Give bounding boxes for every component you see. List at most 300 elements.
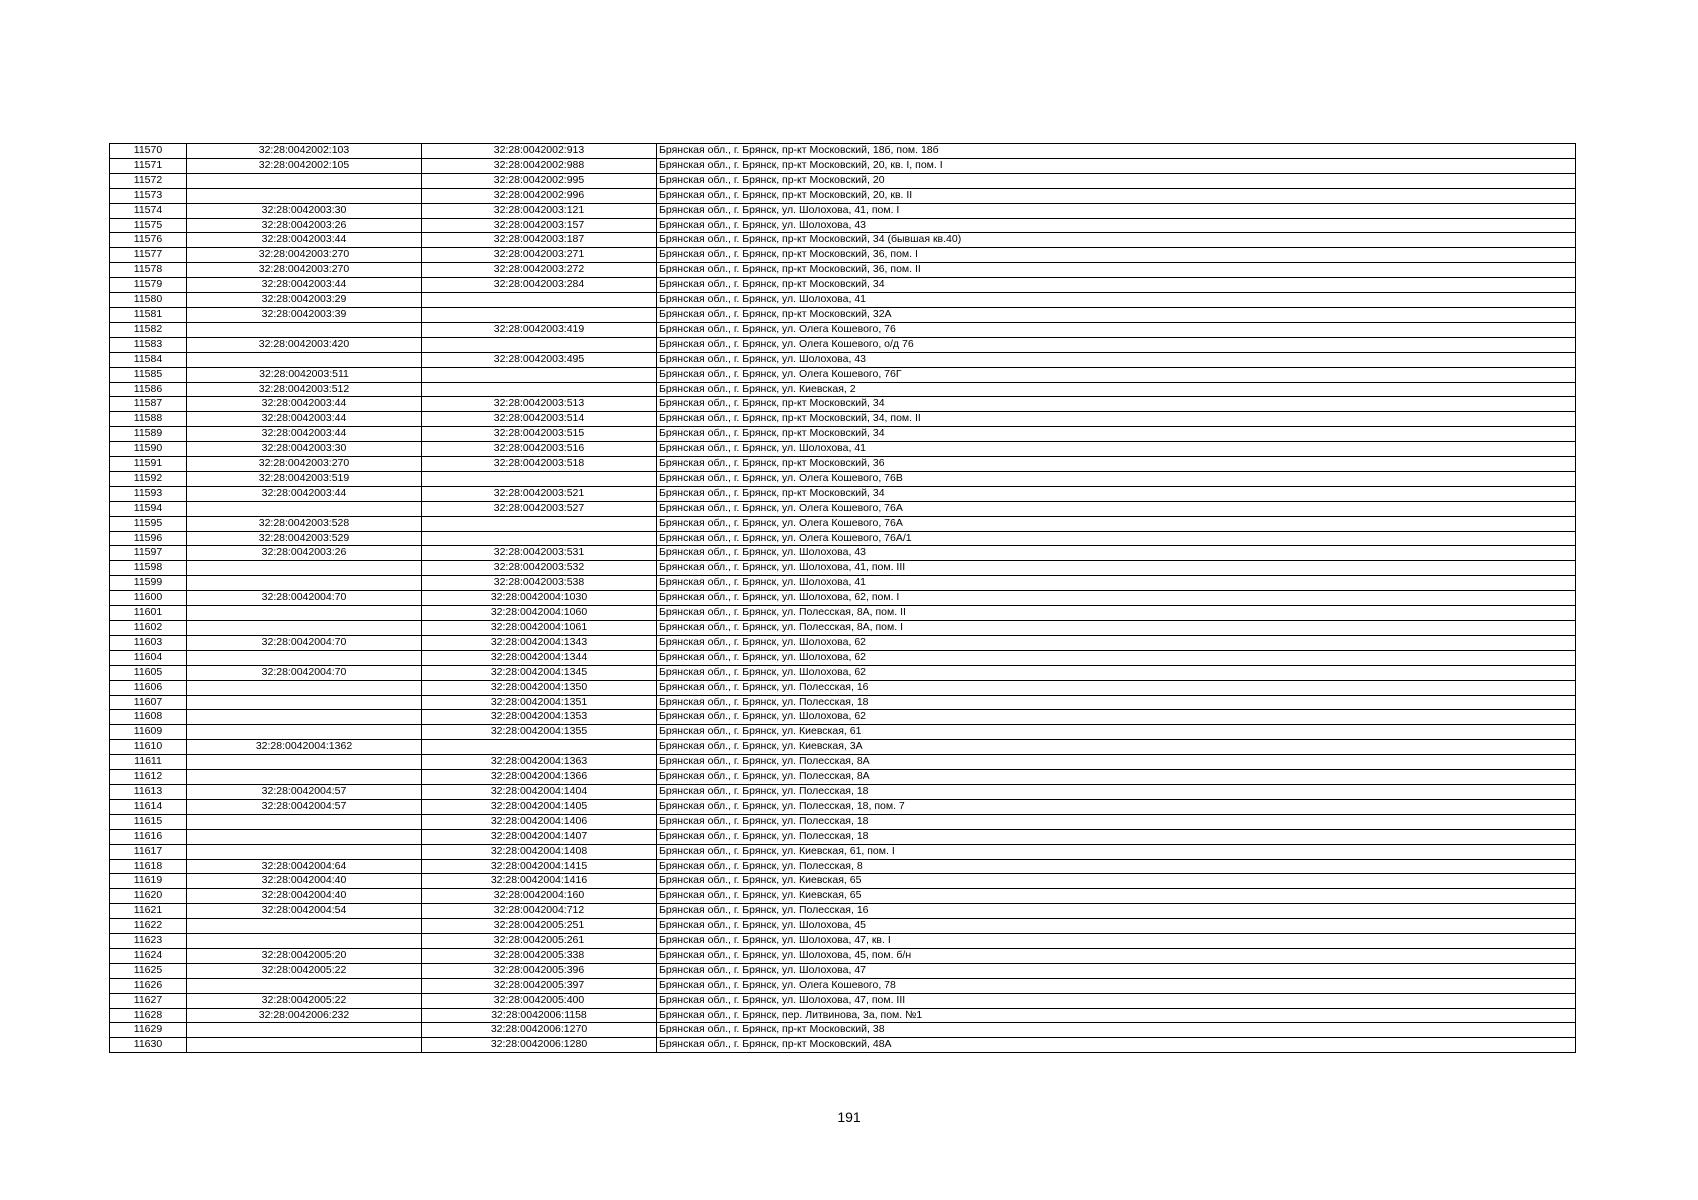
row-number-cell: 11571 xyxy=(110,158,187,173)
parcel-number-cell xyxy=(187,978,422,993)
table-row xyxy=(110,919,1576,934)
object-number-cell: 32:28:0042003:419 xyxy=(422,322,657,337)
row-number-cell: 11605 xyxy=(110,665,187,680)
object-number-cell: 32:28:0042004:1344 xyxy=(422,650,657,665)
object-number-cell: 32:28:0042003:521 xyxy=(422,486,657,501)
table-row xyxy=(110,650,1576,665)
row-number-cell: 11597 xyxy=(110,546,187,561)
object-number-cell: 32:28:0042004:1406 xyxy=(422,814,657,829)
parcel-number-cell: 32:28:0042003:29 xyxy=(187,293,422,308)
row-number-cell: 11584 xyxy=(110,352,187,367)
table-row xyxy=(110,293,1576,308)
parcel-number-cell: 32:28:0042006:232 xyxy=(187,1008,422,1023)
table-body xyxy=(110,144,1576,1053)
object-number-cell: 32:28:0042003:532 xyxy=(422,561,657,576)
table-row xyxy=(110,412,1576,427)
object-number-cell: 32:28:0042004:1355 xyxy=(422,725,657,740)
table-row xyxy=(110,755,1576,770)
row-number-cell: 11608 xyxy=(110,710,187,725)
object-number-cell: 32:28:0042003:187 xyxy=(422,233,657,248)
row-number-cell: 11586 xyxy=(110,382,187,397)
parcel-number-cell: 32:28:0042004:57 xyxy=(187,799,422,814)
parcel-number-cell: 32:28:0042004:70 xyxy=(187,635,422,650)
address-cell: Брянская обл., г. Брянск, ул. Шолохова, 62 xyxy=(657,665,1576,680)
parcel-number-cell: 32:28:0042004:54 xyxy=(187,904,422,919)
table-row xyxy=(110,1008,1576,1023)
parcel-number-cell xyxy=(187,501,422,516)
table-row xyxy=(110,680,1576,695)
address-cell: Брянская обл., г. Брянск, ул. Шолохова, 41, пом. I xyxy=(657,203,1576,218)
address-cell: Брянская обл., г. Брянск, ул. Олега Кошевого, 76А/1 xyxy=(657,531,1576,546)
object-number-cell: 32:28:0042004:1345 xyxy=(422,665,657,680)
row-number-cell: 11613 xyxy=(110,784,187,799)
table-row xyxy=(110,516,1576,531)
row-number-cell: 11623 xyxy=(110,934,187,949)
table-row xyxy=(110,635,1576,650)
parcel-number-cell xyxy=(187,576,422,591)
parcel-number-cell: 32:28:0042003:529 xyxy=(187,531,422,546)
parcel-number-cell: 32:28:0042004:40 xyxy=(187,874,422,889)
table-row xyxy=(110,993,1576,1008)
table-row xyxy=(110,740,1576,755)
table-row xyxy=(110,934,1576,949)
object-number-cell xyxy=(422,293,657,308)
address-cell: Брянская обл., г. Брянск, ул. Шолохова, 41 xyxy=(657,293,1576,308)
row-number-cell: 11589 xyxy=(110,427,187,442)
address-cell: Брянская обл., г. Брянск, ул. Шолохова, 47, кв. I xyxy=(657,934,1576,949)
parcel-number-cell xyxy=(187,695,422,710)
parcel-number-cell: 32:28:0042005:20 xyxy=(187,948,422,963)
table-row xyxy=(110,471,1576,486)
parcel-number-cell: 32:28:0042003:519 xyxy=(187,471,422,486)
table-row xyxy=(110,427,1576,442)
parcel-number-cell xyxy=(187,919,422,934)
object-number-cell: 32:28:0042003:516 xyxy=(422,442,657,457)
address-cell: Брянская обл., г. Брянск, ул. Полесская, 18, пом. 7 xyxy=(657,799,1576,814)
object-number-cell: 32:28:0042003:121 xyxy=(422,203,657,218)
parcel-number-cell: 32:28:0042005:22 xyxy=(187,993,422,1008)
object-number-cell: 32:28:0042003:284 xyxy=(422,278,657,293)
parcel-number-cell: 32:28:0042003:44 xyxy=(187,427,422,442)
row-number-cell: 11629 xyxy=(110,1023,187,1038)
object-number-cell: 32:28:0042004:1408 xyxy=(422,844,657,859)
parcel-number-cell: 32:28:0042003:26 xyxy=(187,218,422,233)
object-number-cell: 32:28:0042006:1158 xyxy=(422,1008,657,1023)
row-number-cell: 11601 xyxy=(110,606,187,621)
table-row xyxy=(110,725,1576,740)
table-row xyxy=(110,158,1576,173)
object-number-cell: 32:28:0042003:272 xyxy=(422,263,657,278)
object-number-cell: 32:28:0042003:538 xyxy=(422,576,657,591)
row-number-cell: 11576 xyxy=(110,233,187,248)
address-cell: Брянская обл., г. Брянск, ул. Шолохова, 62 xyxy=(657,650,1576,665)
parcel-number-cell: 32:28:0042003:528 xyxy=(187,516,422,531)
row-number-cell: 11588 xyxy=(110,412,187,427)
row-number-cell: 11604 xyxy=(110,650,187,665)
parcel-number-cell: 32:28:0042003:512 xyxy=(187,382,422,397)
row-number-cell: 11606 xyxy=(110,680,187,695)
row-number-cell: 11587 xyxy=(110,397,187,412)
address-cell: Брянская обл., г. Брянск, ул. Киевская, 65 xyxy=(657,889,1576,904)
row-number-cell: 11594 xyxy=(110,501,187,516)
address-cell: Брянская обл., г. Брянск, ул. Олега Кошевого, 76В xyxy=(657,471,1576,486)
address-cell: Брянская обл., г. Брянск, пр-кт Московский, 34, пом. II xyxy=(657,412,1576,427)
object-number-cell: 32:28:0042002:996 xyxy=(422,188,657,203)
address-cell: Брянская обл., г. Брянск, ул. Шолохова, 41 xyxy=(657,576,1576,591)
object-number-cell xyxy=(422,740,657,755)
row-number-cell: 11600 xyxy=(110,591,187,606)
address-cell: Брянская обл., г. Брянск, ул. Полесская, 8А xyxy=(657,755,1576,770)
row-number-cell: 11615 xyxy=(110,814,187,829)
parcel-number-cell: 32:28:0042004:1362 xyxy=(187,740,422,755)
object-number-cell: 32:28:0042002:995 xyxy=(422,173,657,188)
address-cell: Брянская обл., г. Брянск, пр-кт Московский, 20, кв. I, пом. I xyxy=(657,158,1576,173)
row-number-cell: 11579 xyxy=(110,278,187,293)
object-number-cell xyxy=(422,471,657,486)
object-number-cell xyxy=(422,382,657,397)
address-cell: Брянская обл., г. Брянск, ул. Киевская, 2 xyxy=(657,382,1576,397)
table-row xyxy=(110,784,1576,799)
row-number-cell: 11609 xyxy=(110,725,187,740)
object-number-cell: 32:28:0042004:1351 xyxy=(422,695,657,710)
address-cell: Брянская обл., г. Брянск, ул. Шолохова, 43 xyxy=(657,352,1576,367)
parcel-number-cell: 32:28:0042003:44 xyxy=(187,412,422,427)
row-number-cell: 11618 xyxy=(110,859,187,874)
parcel-number-cell: 32:28:0042003:420 xyxy=(187,337,422,352)
table-row xyxy=(110,978,1576,993)
row-number-cell: 11577 xyxy=(110,248,187,263)
table-row xyxy=(110,829,1576,844)
row-number-cell: 11612 xyxy=(110,770,187,785)
object-number-cell: 32:28:0042004:1405 xyxy=(422,799,657,814)
object-number-cell: 32:28:0042004:1366 xyxy=(422,770,657,785)
parcel-number-cell: 32:28:0042004:70 xyxy=(187,591,422,606)
table-row xyxy=(110,233,1576,248)
address-cell: Брянская обл., г. Брянск, ул. Полесская, 18 xyxy=(657,814,1576,829)
address-cell: Брянская обл., г. Брянск, ул. Полесская, 18 xyxy=(657,784,1576,799)
row-number-cell: 11611 xyxy=(110,755,187,770)
table-row xyxy=(110,144,1576,159)
parcel-number-cell: 32:28:0042003:270 xyxy=(187,263,422,278)
table-row xyxy=(110,307,1576,322)
table-row xyxy=(110,606,1576,621)
address-cell: Брянская обл., г. Брянск, ул. Шолохова, 43 xyxy=(657,546,1576,561)
table-row xyxy=(110,576,1576,591)
object-number-cell: 32:28:0042002:913 xyxy=(422,144,657,159)
parcel-number-cell: 32:28:0042002:105 xyxy=(187,158,422,173)
address-cell: Брянская обл., г. Брянск, ул. Шолохова, 62, пом. I xyxy=(657,591,1576,606)
parcel-number-cell xyxy=(187,1023,422,1038)
object-number-cell xyxy=(422,337,657,352)
address-cell: Брянская обл., г. Брянск, ул. Шолохова, 62 xyxy=(657,710,1576,725)
address-cell: Брянская обл., г. Брянск, ул. Киевская, 65 xyxy=(657,874,1576,889)
object-number-cell: 32:28:0042005:251 xyxy=(422,919,657,934)
address-cell: Брянская обл., г. Брянск, ул. Киевская, 61 xyxy=(657,725,1576,740)
parcel-number-cell: 32:28:0042003:39 xyxy=(187,307,422,322)
table-row xyxy=(110,501,1576,516)
row-number-cell: 11622 xyxy=(110,919,187,934)
parcel-number-cell: 32:28:0042005:22 xyxy=(187,963,422,978)
address-cell: Брянская обл., г. Брянск, пр-кт Московский, 48А xyxy=(657,1038,1576,1053)
table-row xyxy=(110,352,1576,367)
row-number-cell: 11583 xyxy=(110,337,187,352)
row-number-cell: 11630 xyxy=(110,1038,187,1053)
row-number-cell: 11572 xyxy=(110,173,187,188)
address-cell: Брянская обл., г. Брянск, ул. Шолохова, 47, пом. III xyxy=(657,993,1576,1008)
table-row xyxy=(110,531,1576,546)
parcel-number-cell: 32:28:0042003:44 xyxy=(187,486,422,501)
object-number-cell: 32:28:0042004:1415 xyxy=(422,859,657,874)
table-row xyxy=(110,173,1576,188)
row-number-cell: 11610 xyxy=(110,740,187,755)
parcel-number-cell xyxy=(187,814,422,829)
parcel-number-cell xyxy=(187,606,422,621)
parcel-number-cell xyxy=(187,188,422,203)
address-cell: Брянская обл., г. Брянск, ул. Полесская, 8А, пом. II xyxy=(657,606,1576,621)
object-number-cell: 32:28:0042002:988 xyxy=(422,158,657,173)
table-row xyxy=(110,546,1576,561)
row-number-cell: 11574 xyxy=(110,203,187,218)
address-cell: Брянская обл., г. Брянск, ул. Олега Кошевого, 76А xyxy=(657,516,1576,531)
row-number-cell: 11614 xyxy=(110,799,187,814)
object-number-cell: 32:28:0042004:160 xyxy=(422,889,657,904)
parcel-number-cell: 32:28:0042003:44 xyxy=(187,233,422,248)
object-number-cell: 32:28:0042003:157 xyxy=(422,218,657,233)
parcel-number-cell xyxy=(187,829,422,844)
address-cell: Брянская обл., г. Брянск, ул. Полесская, 8А xyxy=(657,770,1576,785)
row-number-cell: 11575 xyxy=(110,218,187,233)
row-number-cell: 11595 xyxy=(110,516,187,531)
address-cell: Брянская обл., г. Брянск, пер. Литвинова, 3а, пом. №1 xyxy=(657,1008,1576,1023)
row-number-cell: 11585 xyxy=(110,367,187,382)
table-row xyxy=(110,337,1576,352)
table-row xyxy=(110,248,1576,263)
table-row xyxy=(110,263,1576,278)
row-number-cell: 11602 xyxy=(110,621,187,636)
table-row xyxy=(110,486,1576,501)
address-cell: Брянская обл., г. Брянск, пр-кт Московский, 34 xyxy=(657,397,1576,412)
parcel-number-cell: 32:28:0042002:103 xyxy=(187,144,422,159)
object-number-cell: 32:28:0042004:1407 xyxy=(422,829,657,844)
address-cell: Брянская обл., г. Брянск, ул. Олега Кошевого, 76 xyxy=(657,322,1576,337)
address-cell: Брянская обл., г. Брянск, пр-кт Московский, 36, пом. II xyxy=(657,263,1576,278)
row-number-cell: 11598 xyxy=(110,561,187,576)
address-cell: Брянская обл., г. Брянск, пр-кт Московский, 38 xyxy=(657,1023,1576,1038)
table-row xyxy=(110,278,1576,293)
object-number-cell: 32:28:0042005:261 xyxy=(422,934,657,949)
object-number-cell: 32:28:0042004:712 xyxy=(422,904,657,919)
parcel-number-cell xyxy=(187,561,422,576)
row-number-cell: 11578 xyxy=(110,263,187,278)
row-number-cell: 11627 xyxy=(110,993,187,1008)
parcel-number-cell: 32:28:0042004:70 xyxy=(187,665,422,680)
table-row xyxy=(110,457,1576,472)
object-number-cell: 32:28:0042003:527 xyxy=(422,501,657,516)
object-number-cell: 32:28:0042003:495 xyxy=(422,352,657,367)
table-row xyxy=(110,874,1576,889)
address-cell: Брянская обл., г. Брянск, пр-кт Московский, 34 xyxy=(657,427,1576,442)
row-number-cell: 11593 xyxy=(110,486,187,501)
address-cell: Брянская обл., г. Брянск, ул. Киевская, 61, пом. I xyxy=(657,844,1576,859)
parcel-number-cell: 32:28:0042004:64 xyxy=(187,859,422,874)
address-cell: Брянская обл., г. Брянск, пр-кт Московский, 34 (бывшая кв.40) xyxy=(657,233,1576,248)
table-row xyxy=(110,188,1576,203)
table-row xyxy=(110,889,1576,904)
object-number-cell xyxy=(422,307,657,322)
row-number-cell: 11603 xyxy=(110,635,187,650)
object-number-cell: 32:28:0042004:1350 xyxy=(422,680,657,695)
address-cell: Брянская обл., г. Брянск, ул. Олега Кошевого, 76Г xyxy=(657,367,1576,382)
object-number-cell: 32:28:0042005:397 xyxy=(422,978,657,993)
row-number-cell: 11620 xyxy=(110,889,187,904)
table-row xyxy=(110,904,1576,919)
table-row xyxy=(110,710,1576,725)
parcel-number-cell xyxy=(187,173,422,188)
table-row xyxy=(110,382,1576,397)
object-number-cell xyxy=(422,531,657,546)
address-cell: Брянская обл., г. Брянск, пр-кт Московский, 32А xyxy=(657,307,1576,322)
row-number-cell: 11580 xyxy=(110,293,187,308)
parcel-number-cell: 32:28:0042003:511 xyxy=(187,367,422,382)
parcel-number-cell: 32:28:0042003:30 xyxy=(187,442,422,457)
object-number-cell: 32:28:0042003:518 xyxy=(422,457,657,472)
row-number-cell: 11616 xyxy=(110,829,187,844)
address-cell: Брянская обл., г. Брянск, ул. Олега Кошевого, 76А xyxy=(657,501,1576,516)
parcel-number-cell xyxy=(187,322,422,337)
row-number-cell: 11617 xyxy=(110,844,187,859)
parcel-number-cell: 32:28:0042003:270 xyxy=(187,457,422,472)
object-number-cell: 32:28:0042004:1343 xyxy=(422,635,657,650)
parcel-number-cell xyxy=(187,621,422,636)
row-number-cell: 11590 xyxy=(110,442,187,457)
table-row xyxy=(110,621,1576,636)
address-cell: Брянская обл., г. Брянск, ул. Полесская, 8 xyxy=(657,859,1576,874)
parcel-number-cell xyxy=(187,755,422,770)
table-row xyxy=(110,322,1576,337)
parcel-number-cell: 32:28:0042003:270 xyxy=(187,248,422,263)
parcel-number-cell: 32:28:0042003:30 xyxy=(187,203,422,218)
table-row xyxy=(110,442,1576,457)
object-number-cell: 32:28:0042004:1030 xyxy=(422,591,657,606)
table-row xyxy=(110,695,1576,710)
row-number-cell: 11591 xyxy=(110,457,187,472)
parcel-number-cell: 32:28:0042003:44 xyxy=(187,397,422,412)
parcel-number-cell xyxy=(187,1038,422,1053)
object-number-cell: 32:28:0042005:400 xyxy=(422,993,657,1008)
table-row xyxy=(110,948,1576,963)
table-row xyxy=(110,1023,1576,1038)
table-row xyxy=(110,1038,1576,1053)
row-number-cell: 11626 xyxy=(110,978,187,993)
address-cell: Брянская обл., г. Брянск, ул. Олега Кошевого, о/д 76 xyxy=(657,337,1576,352)
table-row xyxy=(110,799,1576,814)
parcel-number-cell: 32:28:0042004:57 xyxy=(187,784,422,799)
address-cell: Брянская обл., г. Брянск, пр-кт Московский, 36, пом. I xyxy=(657,248,1576,263)
parcel-number-cell xyxy=(187,650,422,665)
object-number-cell: 32:28:0042003:514 xyxy=(422,412,657,427)
table-row xyxy=(110,963,1576,978)
address-cell: Брянская обл., г. Брянск, пр-кт Московский, 36 xyxy=(657,457,1576,472)
row-number-cell: 11619 xyxy=(110,874,187,889)
table-row xyxy=(110,203,1576,218)
object-number-cell: 32:28:0042004:1404 xyxy=(422,784,657,799)
address-cell: Брянская обл., г. Брянск, ул. Олега Кошевого, 78 xyxy=(657,978,1576,993)
parcel-number-cell xyxy=(187,710,422,725)
row-number-cell: 11621 xyxy=(110,904,187,919)
address-cell: Брянская обл., г. Брянск, ул. Шолохова, 47 xyxy=(657,963,1576,978)
object-number-cell: 32:28:0042004:1353 xyxy=(422,710,657,725)
table-row xyxy=(110,218,1576,233)
table-row xyxy=(110,591,1576,606)
parcel-number-cell xyxy=(187,680,422,695)
address-cell: Брянская обл., г. Брянск, пр-кт Московский, 18б, пом. 18б xyxy=(657,144,1576,159)
table-row xyxy=(110,561,1576,576)
object-number-cell xyxy=(422,516,657,531)
row-number-cell: 11607 xyxy=(110,695,187,710)
object-number-cell: 32:28:0042003:513 xyxy=(422,397,657,412)
row-number-cell: 11573 xyxy=(110,188,187,203)
row-number-cell: 11625 xyxy=(110,963,187,978)
table-row xyxy=(110,770,1576,785)
parcel-number-cell xyxy=(187,844,422,859)
row-number-cell: 11570 xyxy=(110,144,187,159)
cadastral-table xyxy=(109,143,1576,1053)
object-number-cell: 32:28:0042003:515 xyxy=(422,427,657,442)
table-row xyxy=(110,844,1576,859)
object-number-cell: 32:28:0042005:396 xyxy=(422,963,657,978)
object-number-cell: 32:28:0042006:1270 xyxy=(422,1023,657,1038)
address-cell: Брянская обл., г. Брянск, ул. Киевская, 3А xyxy=(657,740,1576,755)
object-number-cell: 32:28:0042004:1061 xyxy=(422,621,657,636)
address-cell: Брянская обл., г. Брянск, ул. Шолохова, 45 xyxy=(657,919,1576,934)
parcel-number-cell: 32:28:0042003:44 xyxy=(187,278,422,293)
row-number-cell: 11624 xyxy=(110,948,187,963)
address-cell: Брянская обл., г. Брянск, ул. Полесская, 8А, пом. I xyxy=(657,621,1576,636)
address-cell: Брянская обл., г. Брянск, ул. Полесская, 18 xyxy=(657,829,1576,844)
object-number-cell: 32:28:0042004:1416 xyxy=(422,874,657,889)
table-row xyxy=(110,367,1576,382)
address-cell: Брянская обл., г. Брянск, ул. Шолохова, 62 xyxy=(657,635,1576,650)
address-cell: Брянская обл., г. Брянск, ул. Полесская, 16 xyxy=(657,904,1576,919)
object-number-cell: 32:28:0042006:1280 xyxy=(422,1038,657,1053)
address-cell: Брянская обл., г. Брянск, ул. Полесская, 16 xyxy=(657,680,1576,695)
object-number-cell: 32:28:0042005:338 xyxy=(422,948,657,963)
parcel-number-cell xyxy=(187,352,422,367)
address-cell: Брянская обл., г. Брянск, пр-кт Московский, 34 xyxy=(657,278,1576,293)
table-row xyxy=(110,397,1576,412)
table-row xyxy=(110,859,1576,874)
address-cell: Брянская обл., г. Брянск, ул. Шолохова, 43 xyxy=(657,218,1576,233)
table-row xyxy=(110,814,1576,829)
row-number-cell: 11582 xyxy=(110,322,187,337)
object-number-cell: 32:28:0042003:531 xyxy=(422,546,657,561)
parcel-number-cell xyxy=(187,934,422,949)
row-number-cell: 11599 xyxy=(110,576,187,591)
table-row xyxy=(110,665,1576,680)
row-number-cell: 11592 xyxy=(110,471,187,486)
address-cell: Брянская обл., г. Брянск, пр-кт Московский, 20, кв. II xyxy=(657,188,1576,203)
object-number-cell: 32:28:0042004:1363 xyxy=(422,755,657,770)
object-number-cell xyxy=(422,367,657,382)
object-number-cell: 32:28:0042003:271 xyxy=(422,248,657,263)
address-cell: Брянская обл., г. Брянск, пр-кт Московский, 34 xyxy=(657,486,1576,501)
address-cell: Брянская обл., г. Брянск, ул. Шолохова, 41 xyxy=(657,442,1576,457)
parcel-number-cell xyxy=(187,770,422,785)
parcel-number-cell: 32:28:0042003:26 xyxy=(187,546,422,561)
address-cell: Брянская обл., г. Брянск, пр-кт Московский, 20 xyxy=(657,173,1576,188)
address-cell: Брянская обл., г. Брянск, ул. Шолохова, 45, пом. б/н xyxy=(657,948,1576,963)
address-cell: Брянская обл., г. Брянск, ул. Полесская, 18 xyxy=(657,695,1576,710)
